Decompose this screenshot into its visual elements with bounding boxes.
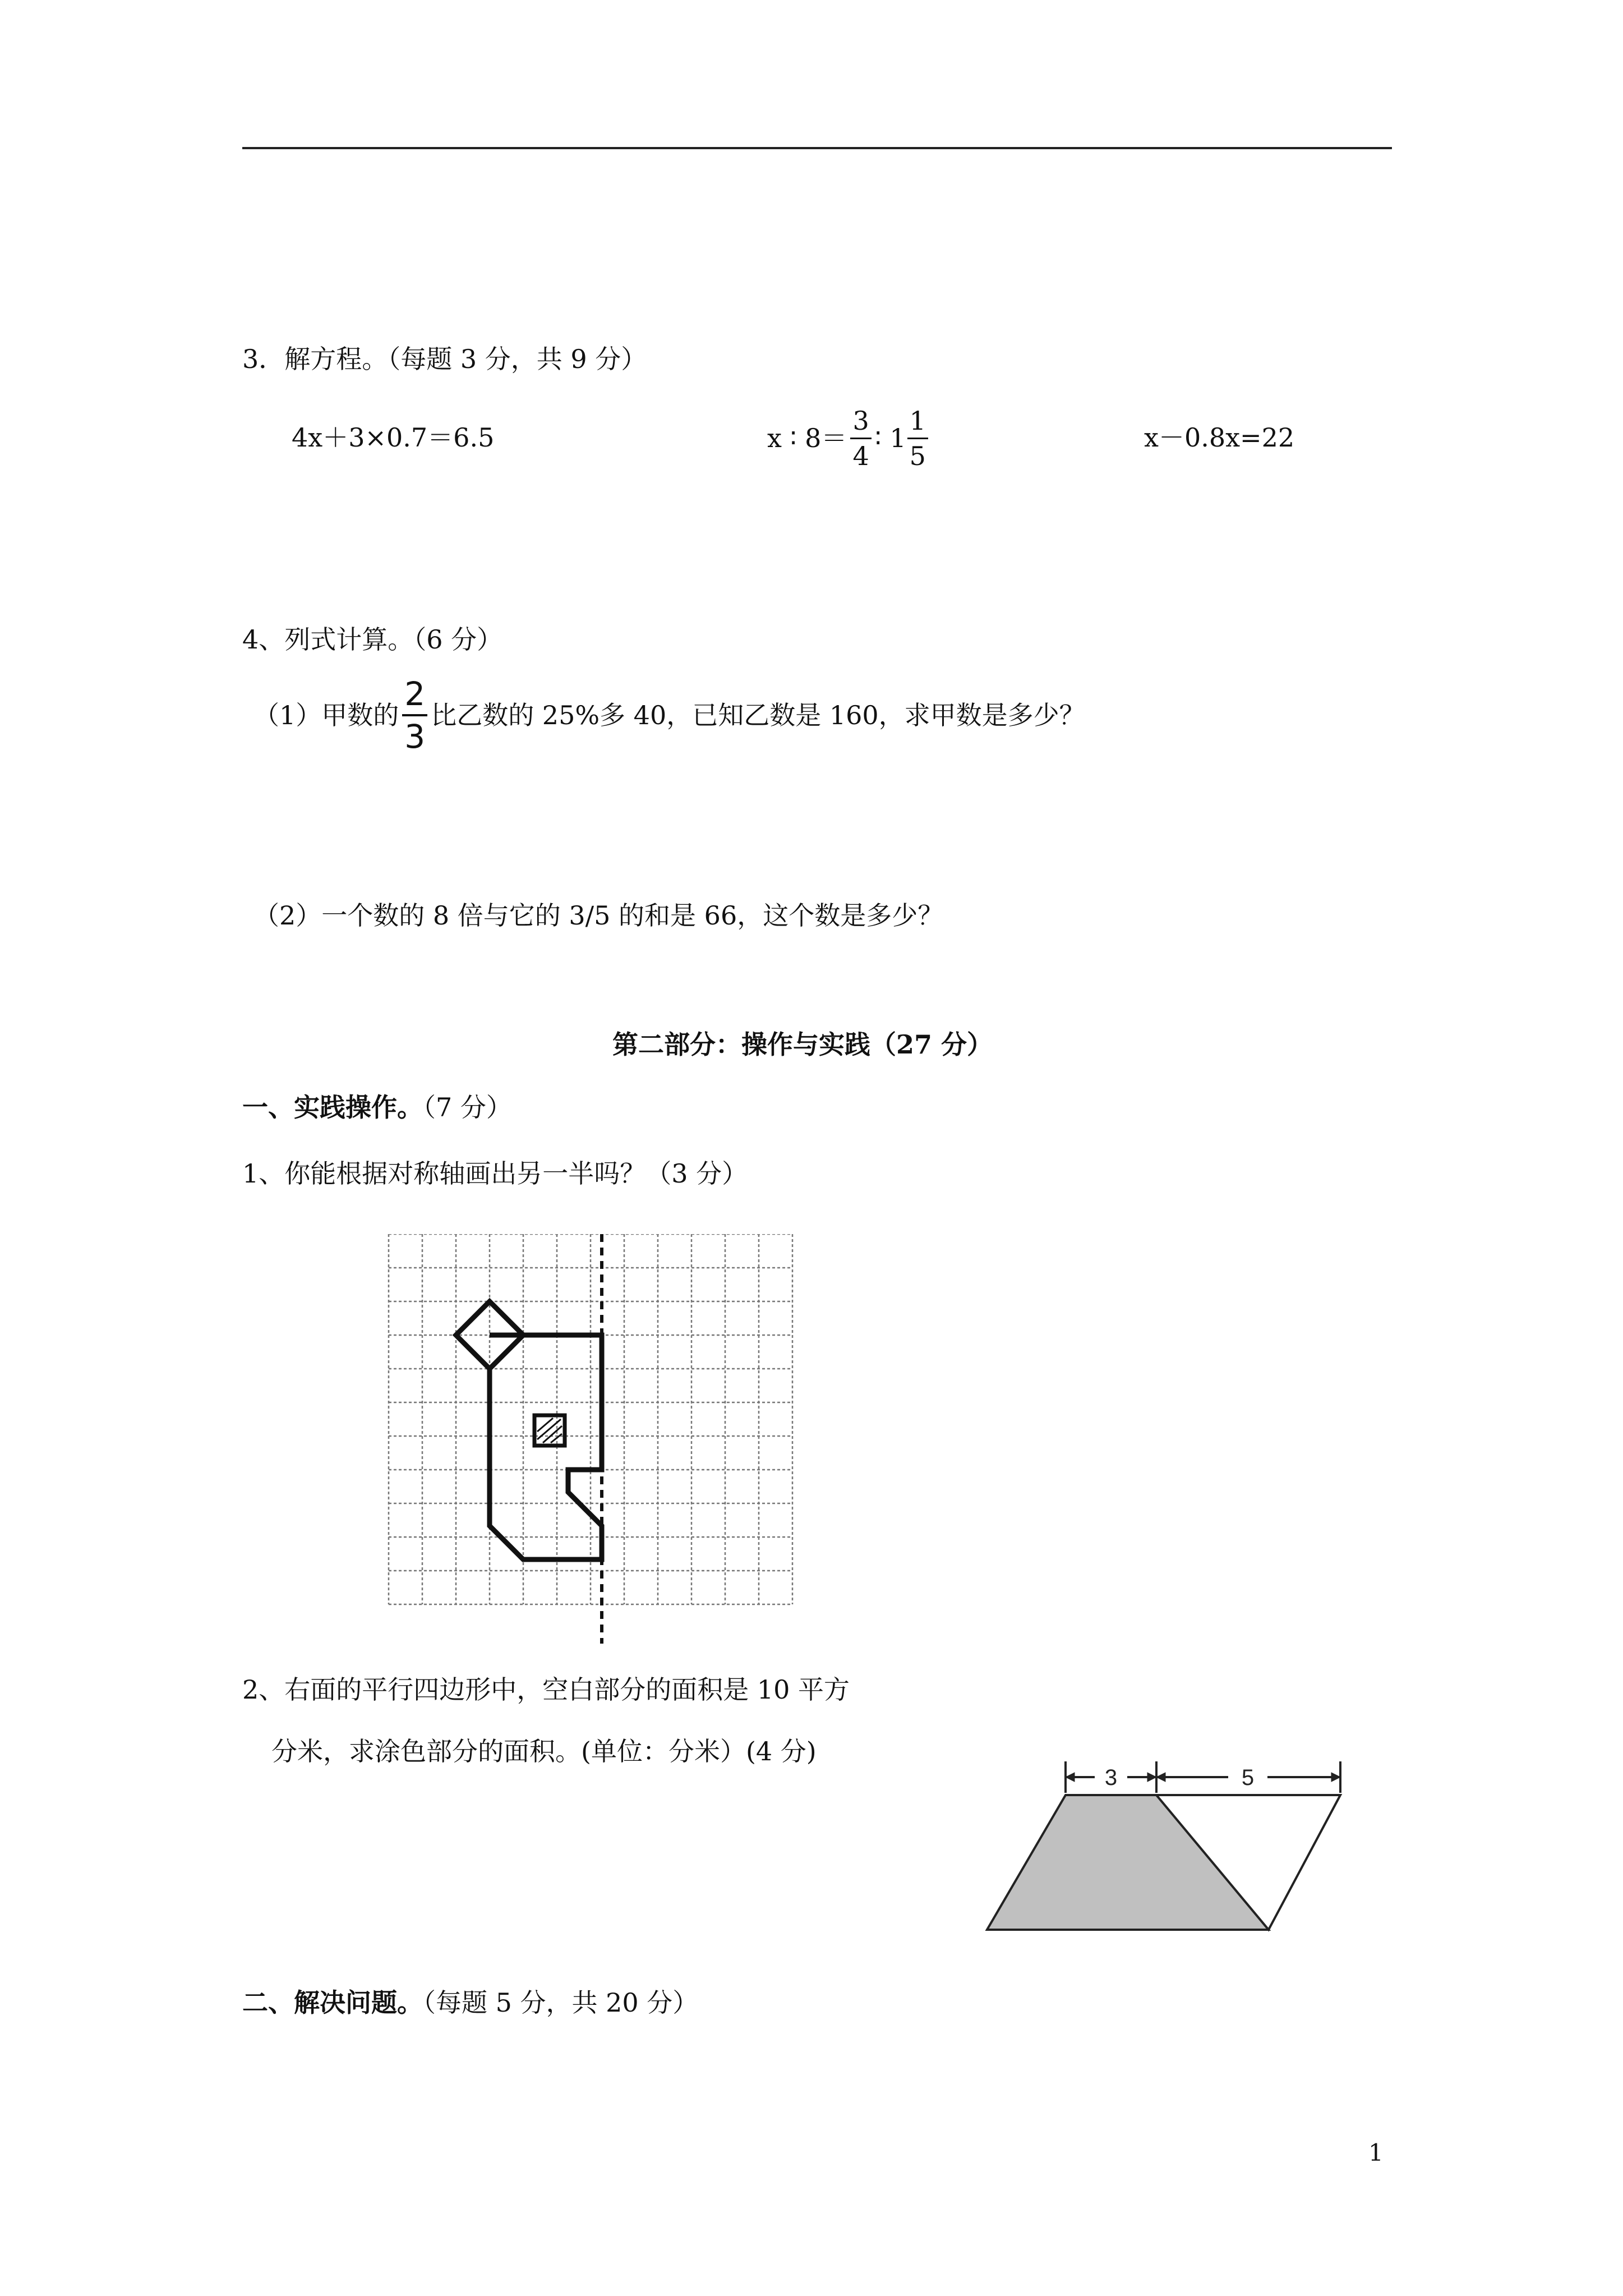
subsection-2-title: 二、解决问题。 (242, 1987, 423, 2018)
grid-lines (389, 1234, 792, 1604)
subsection-1-score: （7 分） (423, 1092, 512, 1122)
equation-2 (767, 396, 932, 480)
dimension-label-3: 3 (1104, 1765, 1118, 1790)
part2-subsection-2 (242, 1986, 698, 2019)
equation-2-fraction-1 (850, 404, 871, 473)
part2-subsection-1 (242, 1091, 512, 1124)
fraction-numerator: 3 (850, 404, 871, 439)
section4-question-1 (253, 668, 1085, 763)
subsection-1-title: 一、实践操作。 (242, 1092, 423, 1122)
question-1-fraction (402, 674, 427, 757)
equation-2-separator: ∶ 1 (874, 423, 906, 453)
fraction-denominator: 3 (404, 717, 426, 756)
subsection-2-score: （每题 5 分，共 20 分） (423, 1987, 699, 2018)
part2-question-2-line-1: 2、右面的平行四边形中，空白部分的面积是 10 平方 (242, 1674, 850, 1705)
part2-question-1: 1、你能根据对称轴画出另一半吗？（3 分） (242, 1158, 748, 1189)
fraction-denominator: 5 (909, 440, 926, 471)
section4-question-2: （2）一个数的 8 倍与它的 3/5 的和是 66，这个数是多少？ (253, 900, 944, 931)
question-1-prefix: （1）甲数的 (253, 700, 399, 730)
dimension-label-5: 5 (1241, 1765, 1255, 1790)
fraction-numerator: 2 (402, 674, 427, 716)
fraction-numerator: 1 (907, 404, 928, 439)
equation-3: x－0.8x=22 (1144, 422, 1295, 453)
equation-1: 4x＋3×0.7＝6.5 (292, 422, 495, 453)
part2-title: 第二部分：操作与实践（27 分） (612, 1029, 993, 1060)
section3-title: 3．解方程。（每题 3 分，共 9 分） (242, 344, 647, 374)
part2-question-2-line-2: 分米，求涂色部分的面积。(单位：分米）(4 分) (271, 1736, 817, 1766)
symmetry-grid-figure (387, 1234, 830, 1644)
half-shape (456, 1301, 602, 1559)
section4-title: 4、列式计算。（6 分） (242, 624, 503, 655)
parallelogram-figure (976, 1750, 1346, 1941)
hatch-lines (537, 1418, 562, 1443)
fraction-denominator: 4 (852, 440, 869, 471)
page-number: 1 (1368, 2139, 1384, 2166)
question-1-suffix: 比乙数的 25%多 40，已知乙数是 160，求甲数是多少？ (431, 700, 1085, 730)
equation-2-fraction-2 (907, 404, 928, 473)
equation-2-prefix: x ∶ 8＝ (767, 423, 847, 453)
header-rule (242, 147, 1392, 149)
